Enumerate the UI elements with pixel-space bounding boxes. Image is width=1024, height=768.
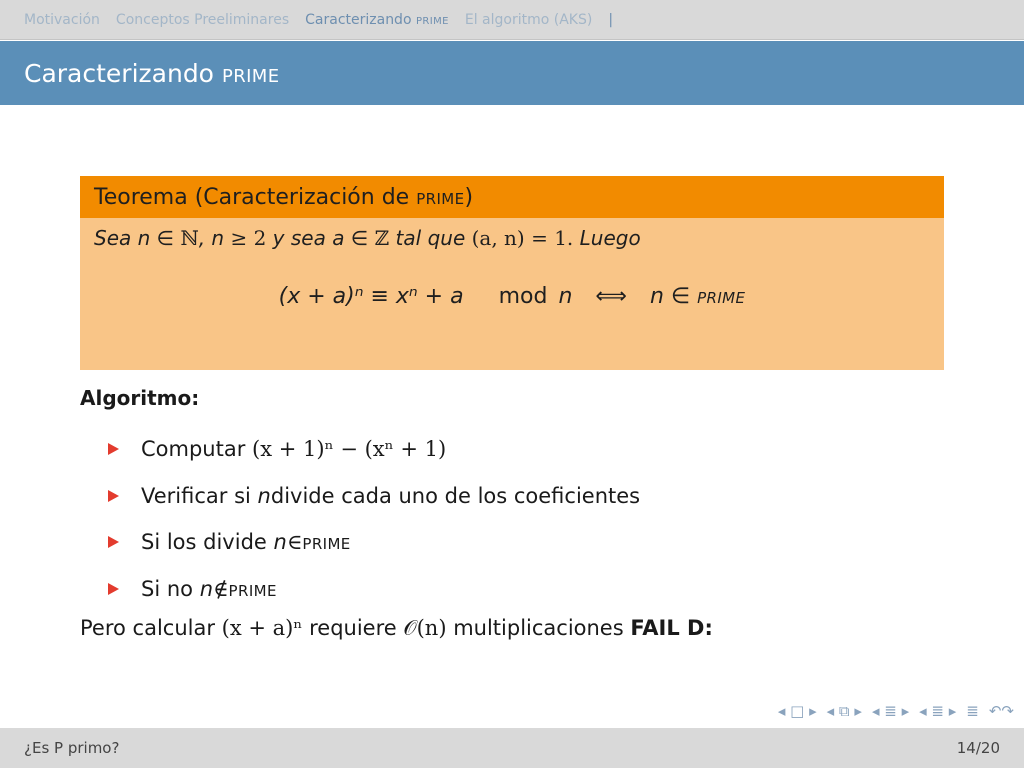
subsection-nav-icon[interactable]: ◂ ⧉ ▸ — [826, 702, 862, 720]
bullet-triangle-icon — [108, 490, 119, 502]
list-item: Si no n ∉ prime — [108, 566, 640, 613]
algorithm-steps — [108, 426, 640, 612]
section-navbar — [0, 0, 1024, 40]
appendix-nav-icon[interactable]: ≣ — [966, 702, 979, 720]
theorem-statement: Sea n ∈ ℕ, n ≥ 2 y sea a ∈ ℤ tal que (a, n) = 1. Luego (x + a)ⁿ ≡ xⁿ + a mod n ⟺ n ∈ prime — [80, 218, 944, 317]
page-number: 14/20 — [956, 739, 1000, 757]
bullet-triangle-icon — [108, 443, 119, 455]
undo-redo-icon[interactable]: ↶↷ — [988, 702, 1014, 720]
algorithm-heading: Algoritmo: — [80, 386, 200, 410]
conclusion-text: Pero calcular (x + a)ⁿ requiere 𝒪(n) multiplicaciones FAIL D: — [80, 616, 713, 640]
section-nav-icon[interactable]: ◂ ≣ ▸ — [871, 702, 910, 720]
bullet-triangle-icon — [108, 536, 119, 548]
document-nav-icon[interactable]: ◂ ≣ ▸ — [919, 702, 957, 720]
nav-section-caracterizando[interactable]: Caracterizando prime — [305, 11, 449, 28]
footer-bar — [0, 728, 1024, 768]
list-item: Computar (x + 1)ⁿ − (xⁿ + 1) — [108, 426, 640, 473]
nav-section-motivacion[interactable]: Motivación — [24, 11, 100, 28]
frame-nav-icon[interactable]: ◂ □ ▸ — [777, 702, 817, 720]
theorem-equation: (x + a)ⁿ ≡ xⁿ + a mod n ⟺ n ∈ prime — [278, 284, 746, 309]
footer-title: ¿Es P primo? — [24, 739, 120, 757]
list-item: Si los divide n ∈ prime — [108, 519, 640, 566]
nav-section-algoritmo[interactable]: El algoritmo (AKS) — [464, 11, 593, 28]
nav-separator: | — [608, 11, 614, 28]
theorem-heading: Teorema (Caracterización de prime ) — [80, 176, 944, 218]
frame-title: Caracterizando prime — [0, 41, 1024, 105]
bullet-triangle-icon — [108, 583, 119, 595]
theorem-block — [80, 176, 944, 370]
nav-section-conceptos[interactable]: Conceptos Preeliminares — [115, 11, 290, 28]
list-item: Verificar si n divide cada uno de los coeficientes — [108, 473, 640, 520]
beamer-navigation-controls — [778, 702, 1014, 720]
